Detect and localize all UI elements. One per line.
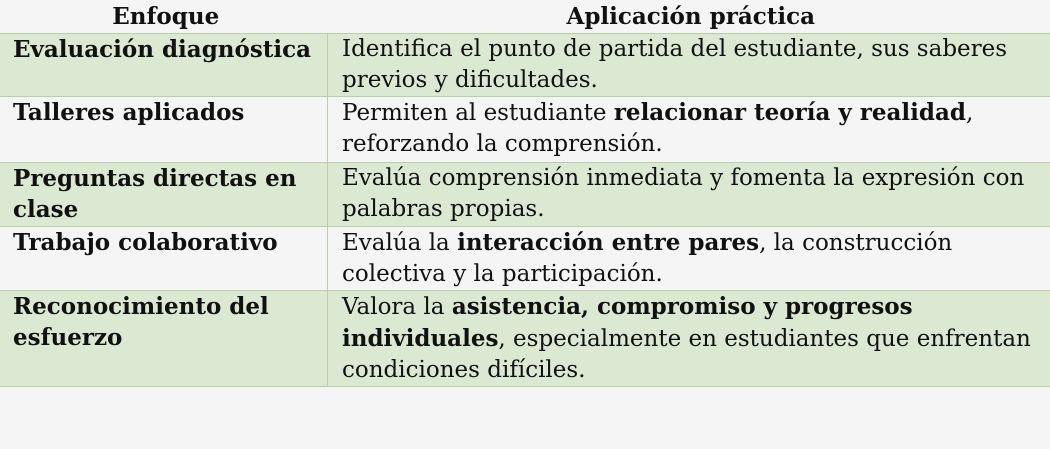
aplicacion-emphasis: relacionar teoría y realidad <box>613 99 966 126</box>
aplicacion-cell <box>328 291 1050 387</box>
header-enfoque: Enfoque <box>0 0 328 34</box>
table-row <box>0 34 1050 97</box>
table-row <box>0 97 1050 163</box>
enfoque-cell: Preguntas directas en clase <box>0 163 328 227</box>
enfoque-cell: Talleres aplicados <box>0 97 328 163</box>
aplicacion-emphasis: interacción entre pares <box>457 229 760 256</box>
aplicacion-cell <box>328 34 1050 97</box>
aplicacion-text: , la construcción colectiva y la participación. <box>342 230 953 287</box>
aplicacion-cell <box>328 97 1050 163</box>
aplicacion-text: Valora la <box>342 294 452 320</box>
enfoque-cell: Reconocimiento del esfuerzo <box>0 291 328 387</box>
table-row <box>0 291 1050 387</box>
aplicacion-emphasis: asistencia, compromiso y progresos individuales <box>342 293 913 352</box>
enfoque-cell: Trabajo colaborativo <box>0 227 328 291</box>
aplicacion-text: Permiten al estudiante <box>342 100 614 126</box>
table-row <box>0 163 1050 227</box>
aplicacion-text: , especialmente en estudiantes que enfrentan condiciones difíciles. <box>342 326 1031 383</box>
aplicacion-cell <box>328 227 1050 291</box>
enfoque-cell: Evaluación diagnóstica <box>0 34 328 97</box>
aplicacion-cell <box>328 163 1050 227</box>
aplicacion-text: Evalúa la <box>342 230 458 256</box>
aplicacion-text: , reforzando la comprensión. <box>342 100 974 157</box>
aplicacion-text: Identifica el punto de partida del estudiante, sus saberes previos y dificultades. <box>342 36 1008 93</box>
table-row <box>0 227 1050 291</box>
aplicacion-text: Evalúa comprensión inmediata y fomenta la expresión con palabras propias. <box>342 165 1025 222</box>
table-header-row <box>0 0 1050 34</box>
header-aplicacion: Aplicación práctica <box>328 0 1050 34</box>
